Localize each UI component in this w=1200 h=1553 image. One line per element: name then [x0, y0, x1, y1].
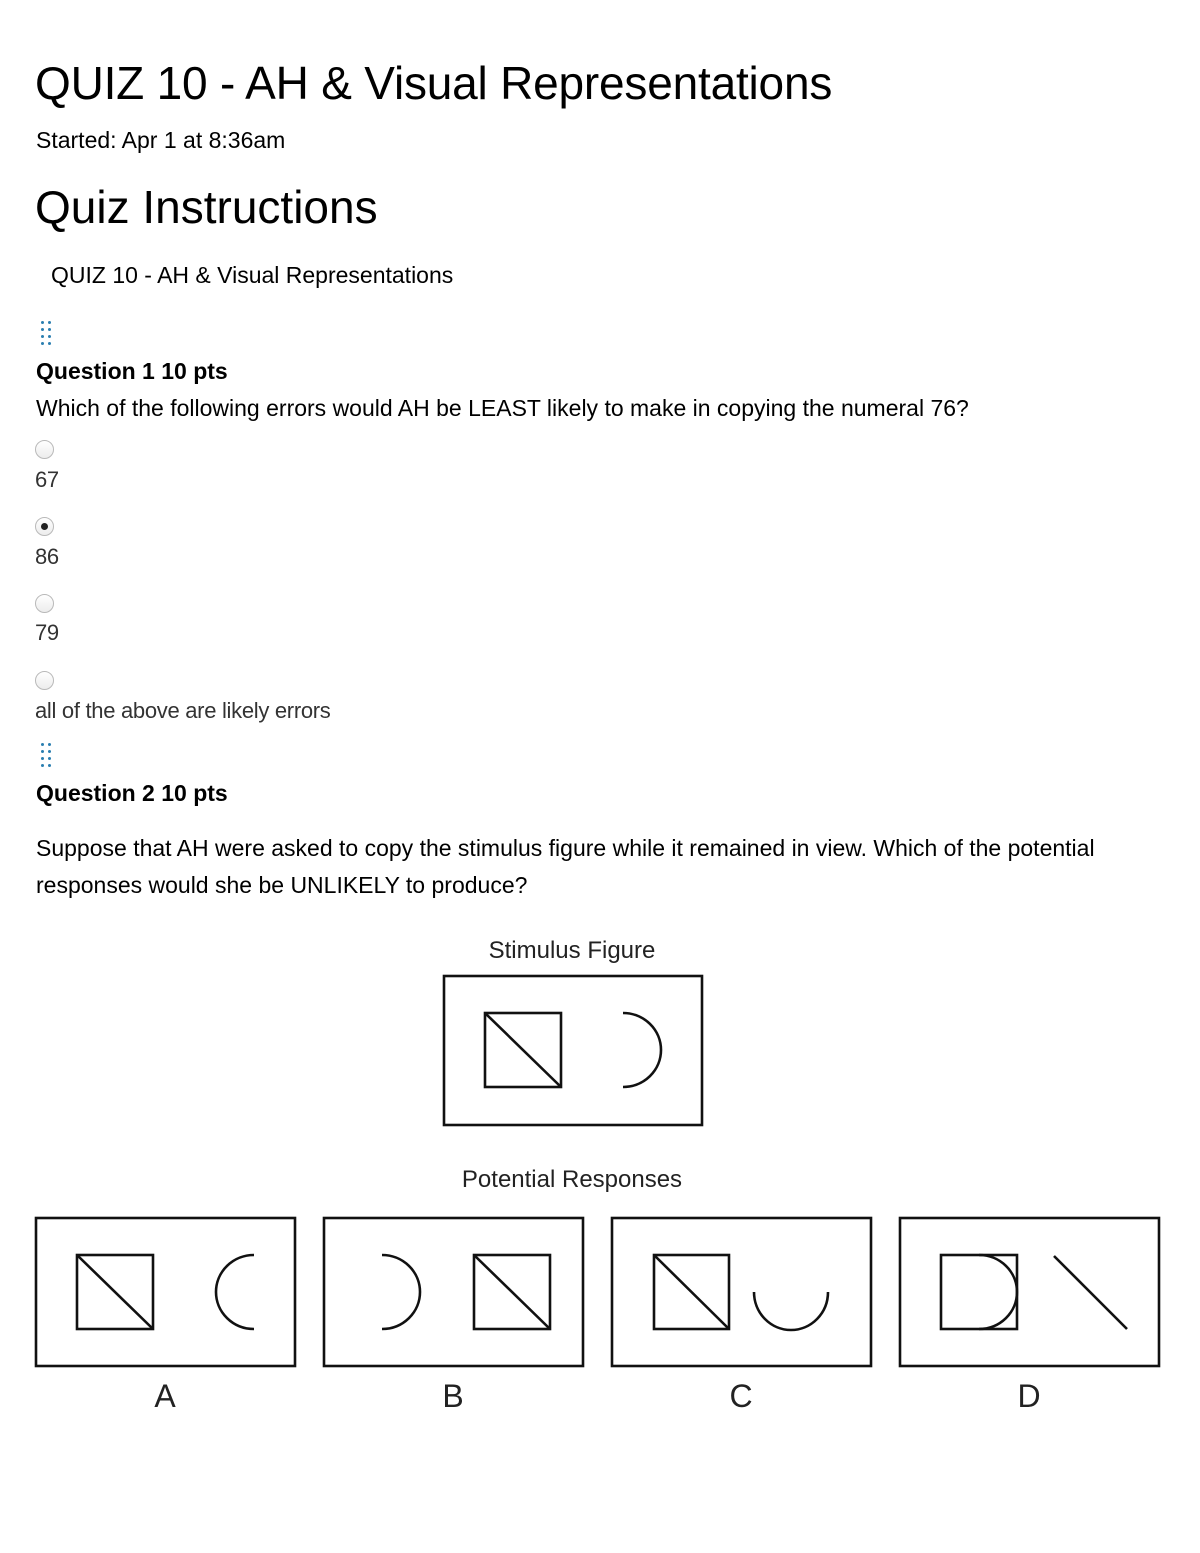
answer-label[interactable]: 67	[35, 467, 59, 492]
response-d-arc	[979, 1255, 1017, 1329]
answer-radio-86[interactable]	[35, 517, 54, 536]
response-b-frame	[324, 1218, 583, 1366]
question-2-points: 10 pts	[161, 780, 228, 806]
response-label-c: C	[729, 1378, 753, 1414]
responses-title: Potential Responses	[461, 1166, 683, 1193]
started-label: Started:	[36, 127, 117, 153]
question-2-label: Question 2	[36, 780, 155, 806]
response-a-diagonal	[77, 1255, 153, 1329]
instructions-heading: Quiz Instructions	[35, 181, 378, 233]
response-label-a: A	[154, 1378, 176, 1414]
stimulus-arc	[623, 1013, 661, 1087]
question-1-label: Question 1	[36, 358, 155, 384]
response-b-arc	[382, 1255, 420, 1329]
response-b-diagonal	[474, 1255, 550, 1329]
stimulus-diagram	[0, 920, 1200, 1420]
response-c-frame	[612, 1218, 871, 1366]
answer-label[interactable]: 86	[35, 544, 59, 569]
page-title: QUIZ 10 - AH & Visual Representations	[35, 57, 833, 109]
answer-label[interactable]: all of the above are likely errors	[35, 698, 331, 723]
started-value: Apr 1 at 8:36am	[121, 127, 286, 153]
stimulus-frame	[444, 976, 702, 1125]
instructions-body: QUIZ 10 - AH & Visual Representations	[51, 262, 454, 288]
answer-radio-all-above[interactable]	[35, 671, 54, 690]
response-c-arc	[754, 1292, 828, 1330]
answer-radio-67[interactable]	[35, 440, 54, 459]
response-label-b: B	[442, 1378, 464, 1414]
answer-label[interactable]: 79	[35, 620, 59, 645]
answer-radio-79[interactable]	[35, 594, 54, 613]
question-2-header	[36, 780, 228, 807]
question-1-text: Which of the following errors would AH be LEAST likely to make in copying the numeral 76?	[36, 395, 969, 421]
question-1-points: 10 pts	[161, 358, 228, 384]
drag-handle-icon[interactable]	[38, 742, 56, 770]
response-d-frame	[900, 1218, 1159, 1366]
drag-handle-icon[interactable]	[38, 320, 56, 348]
response-c-diagonal	[654, 1255, 729, 1329]
question-1-header	[36, 358, 228, 385]
stimulus-title: Stimulus Figure	[488, 937, 656, 964]
stimulus-diagonal	[485, 1013, 561, 1087]
response-label-d: D	[1017, 1378, 1041, 1414]
response-d-diagonal	[1054, 1256, 1127, 1329]
question-2-figure	[0, 920, 1200, 1425]
question-2-text: Suppose that AH were asked to copy the stimulus figure while it remained in view. Which of the potential responses would she be UNLIKELY to produce?	[36, 835, 1095, 898]
response-a-arc	[216, 1255, 254, 1329]
response-a-frame	[36, 1218, 295, 1366]
started-timestamp	[36, 127, 285, 154]
